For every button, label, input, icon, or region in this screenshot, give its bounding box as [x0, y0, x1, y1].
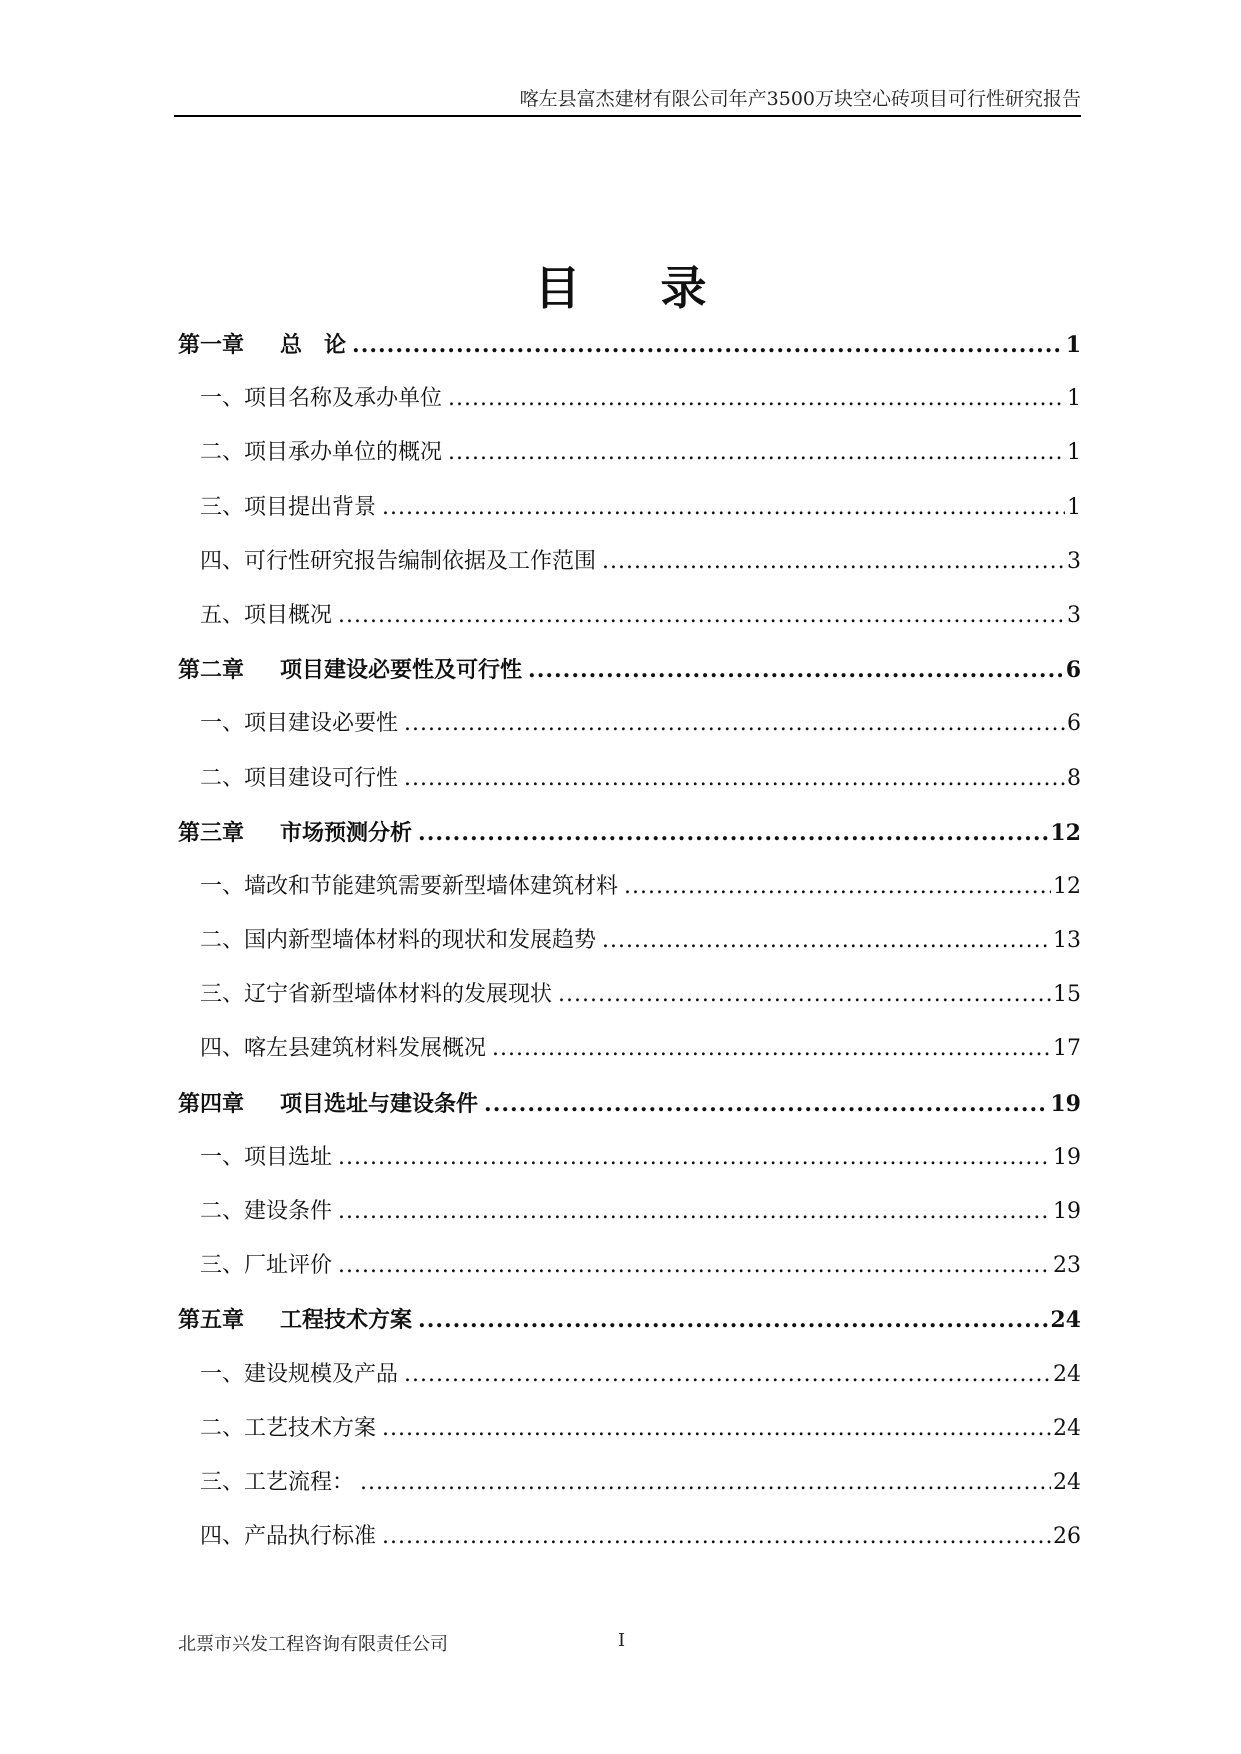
toc-page-number: 19	[1050, 1090, 1081, 1117]
toc-entry-label: 三、工艺流程：	[200, 1469, 355, 1495]
toc-entry-label: 二、项目建设可行性	[200, 765, 399, 791]
toc-entry-label: 一、项目名称及承办单位	[200, 386, 443, 412]
toc-dot-leader	[418, 1293, 1048, 1347]
toc-entry-label: 二、项目承办单位的概况	[200, 440, 443, 466]
toc-page-number: 26	[1053, 1524, 1081, 1550]
toc-section-entry[interactable]	[178, 1402, 1081, 1456]
toc-entry-label	[178, 318, 346, 372]
toc-section-entry[interactable]	[178, 481, 1081, 535]
toc-entry-label	[178, 806, 412, 860]
toc-dot-leader	[382, 1402, 1051, 1456]
toc-entry-label: 四、可行性研究报告编制依据及工作范围	[200, 548, 597, 574]
toc-entry-label	[178, 1077, 478, 1131]
toc-entry-label: 四、产品执行标准	[200, 1524, 377, 1550]
toc-chapter-entry[interactable]	[178, 1293, 1081, 1347]
toc-dot-leader	[382, 481, 1065, 535]
toc-page-number: 6	[1065, 657, 1081, 684]
toc-chapter-entry[interactable]	[178, 1077, 1081, 1131]
toc-chapter-number: 第一章	[178, 332, 245, 358]
toc-dot-leader	[338, 589, 1065, 643]
toc-dot-leader	[528, 643, 1064, 697]
toc-section-entry[interactable]	[178, 1185, 1081, 1239]
toc-section-entry[interactable]	[178, 426, 1081, 480]
toc-section-entry[interactable]	[178, 589, 1081, 643]
toc-page-number: 6	[1067, 711, 1081, 737]
toc-section-entry[interactable]	[178, 372, 1081, 426]
toc-page-number: 24	[1053, 1469, 1081, 1495]
toc-chapter-entry[interactable]	[178, 806, 1081, 860]
toc-section-entry[interactable]	[178, 968, 1081, 1022]
toc-page-number: 19	[1053, 1144, 1081, 1170]
toc-dot-leader	[624, 860, 1051, 914]
running-header: 喀左县富杰建材有限公司年产3500万块空心砖项目可行性研究报告	[519, 88, 1081, 110]
toc-title	[0, 252, 1241, 318]
toc-page-number: 15	[1053, 982, 1081, 1008]
toc-entry-label: 五、项目概况	[200, 602, 333, 628]
toc-entry-label: 二、建设条件	[200, 1199, 333, 1224]
toc-dot-leader	[338, 1239, 1051, 1293]
toc-entry-label: 一、项目选址	[200, 1144, 333, 1170]
footer-company: 北票市兴发工程咨询有限责任公司	[178, 1634, 448, 1655]
toc-entry-label: 三、辽宁省新型墙体材料的发展现状	[200, 982, 553, 1008]
toc-section-entry[interactable]	[178, 535, 1081, 589]
toc-entry-label: 二、工艺技术方案	[200, 1415, 377, 1441]
toc-page-number: 1	[1067, 386, 1081, 412]
toc-chapter-number: 第三章	[178, 819, 245, 846]
toc-section-entry[interactable]	[178, 1022, 1081, 1076]
toc-page-number: 12	[1053, 873, 1081, 899]
toc-entry-label: 一、建设规模及产品	[200, 1361, 399, 1387]
toc-section-entry[interactable]	[178, 1348, 1081, 1402]
table-of-contents	[178, 318, 1081, 1564]
toc-page-number: 23	[1053, 1253, 1081, 1279]
toc-entry-label: 四、喀左县建筑材料发展概况	[200, 1036, 487, 1062]
toc-chapter-entry[interactable]	[178, 318, 1081, 372]
footer-page-number: I	[618, 1630, 626, 1651]
toc-section-entry[interactable]	[178, 860, 1081, 914]
toc-chapter-number: 第四章	[178, 1090, 245, 1117]
toc-dot-leader	[352, 318, 1064, 372]
toc-section-entry[interactable]	[178, 1456, 1081, 1510]
toc-entry-label: 三、项目提出背景	[200, 494, 377, 520]
toc-chapter-title: 市场预测分析	[280, 819, 413, 846]
toc-page-number: 19	[1053, 1199, 1081, 1224]
toc-entry-label	[178, 643, 522, 697]
toc-page-number: 24	[1053, 1361, 1081, 1387]
toc-chapter-title: 项目选址与建设条件	[280, 1090, 479, 1117]
toc-dot-leader	[448, 426, 1065, 480]
toc-page-number: 3	[1067, 602, 1081, 628]
toc-section-entry[interactable]	[178, 752, 1081, 806]
toc-dot-leader	[382, 1510, 1051, 1564]
toc-page-number: 1	[1067, 494, 1081, 520]
toc-entry-label: 一、墙改和节能建筑需要新型墙体建筑材料	[200, 873, 619, 899]
toc-page-number: 17	[1053, 1036, 1081, 1062]
toc-dot-leader	[404, 1348, 1051, 1402]
toc-chapter-number: 第五章	[178, 1307, 245, 1334]
toc-page-number: 24	[1053, 1415, 1081, 1441]
toc-chapter-title: 项目建设必要性及可行性	[280, 657, 523, 684]
toc-dot-leader	[338, 1185, 1051, 1239]
toc-title-char-2: 录	[660, 261, 707, 315]
toc-dot-leader	[484, 1077, 1048, 1131]
toc-entry-label: 二、国内新型墙体材料的现状和发展趋势	[200, 928, 597, 954]
toc-section-entry[interactable]	[178, 1131, 1081, 1185]
toc-title-char-1: 目	[534, 261, 581, 315]
toc-chapter-title: 总 论	[280, 332, 347, 358]
toc-page-number: 13	[1053, 928, 1081, 954]
toc-dot-leader	[602, 914, 1051, 968]
toc-section-entry[interactable]	[178, 697, 1081, 751]
toc-page-number: 8	[1067, 765, 1081, 791]
toc-chapter-entry[interactable]	[178, 643, 1081, 697]
toc-page-number: 3	[1067, 548, 1081, 574]
toc-dot-leader	[558, 968, 1051, 1022]
toc-chapter-number: 第二章	[178, 657, 245, 684]
toc-section-entry[interactable]	[178, 1510, 1081, 1564]
toc-dot-leader	[418, 806, 1048, 860]
toc-section-entry[interactable]	[178, 914, 1081, 968]
toc-page-number: 12	[1050, 819, 1081, 846]
toc-chapter-title: 工程技术方案	[280, 1307, 413, 1334]
toc-entry-label: 三、厂址评价	[200, 1253, 333, 1279]
toc-dot-leader	[404, 697, 1065, 751]
toc-dot-leader	[492, 1022, 1051, 1076]
toc-entry-label	[178, 1293, 412, 1347]
toc-dot-leader	[338, 1131, 1051, 1185]
header-rule	[174, 115, 1081, 117]
toc-page-number: 24	[1050, 1307, 1081, 1334]
toc-entry-label: 一、项目建设必要性	[200, 711, 399, 737]
toc-dot-leader	[360, 1456, 1051, 1510]
toc-page-number: 1	[1065, 332, 1081, 358]
toc-dot-leader	[404, 752, 1065, 806]
toc-dot-leader	[602, 535, 1065, 589]
toc-section-entry[interactable]	[178, 1239, 1081, 1293]
toc-page-number: 1	[1067, 440, 1081, 466]
toc-dot-leader	[448, 372, 1065, 426]
